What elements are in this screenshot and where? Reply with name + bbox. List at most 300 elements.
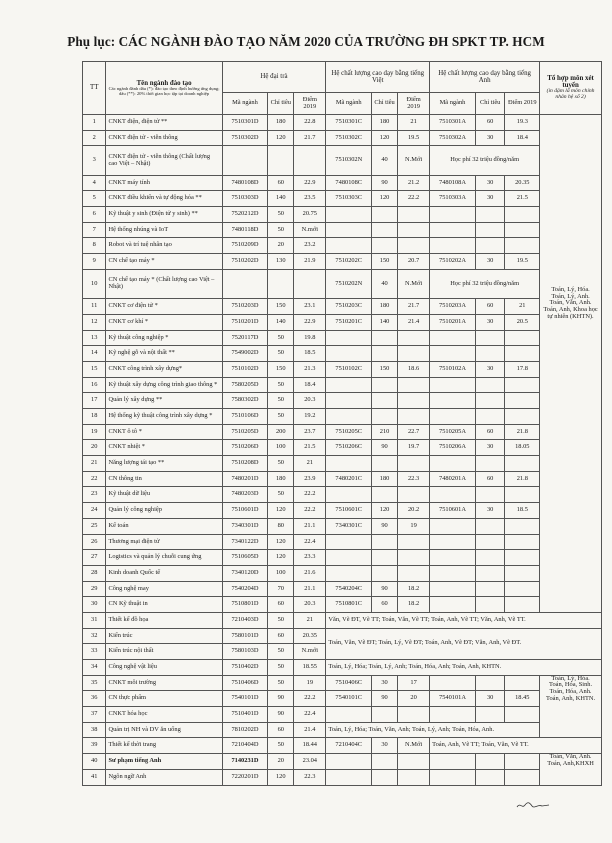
mass-score: 23.2 [294, 238, 326, 254]
mass-code: 7510206D [222, 440, 268, 456]
mass-score: 18.55 [294, 660, 326, 676]
vn-quota: 30 [372, 675, 398, 691]
vn-score [398, 565, 430, 581]
mass-score: 22.8 [294, 115, 326, 131]
row-number: 22 [83, 471, 106, 487]
vn-quota: 90 [372, 691, 398, 707]
program-name: Thương mại điện tử [106, 534, 222, 550]
en-score [505, 534, 540, 550]
program-name: CNKT môi trường [106, 675, 222, 691]
mass-score: 22.2 [294, 691, 326, 707]
table-row [83, 612, 602, 628]
mass-code: 7510406D [222, 675, 268, 691]
program-name: CNKT điều khiển và tự động hóa ** [106, 191, 222, 207]
mass-quota: 50 [268, 409, 294, 425]
row-number: 21 [83, 456, 106, 472]
en-score: 20.5 [505, 314, 540, 330]
en-score [505, 550, 540, 566]
en-score [505, 393, 540, 409]
en-score [505, 769, 540, 785]
mass-quota: 150 [268, 361, 294, 377]
combo-item: Toán, Văn, Anh. [549, 299, 592, 307]
program-name: Kỹ nghệ gỗ và nội thất ** [106, 346, 222, 362]
program-name: Công nghệ may [106, 581, 222, 597]
table-row [83, 471, 602, 487]
vn-score: 21.2 [398, 175, 430, 191]
en-quota [475, 565, 505, 581]
en-score [505, 207, 540, 223]
tuition-note: Học phí 32 triệu đồng/năm [430, 146, 540, 175]
header-tt: TT [83, 62, 106, 115]
program-name: Năng lượng tái tạo ** [106, 456, 222, 472]
vn-code: 7510303C [326, 191, 372, 207]
en-quota: 30 [475, 691, 505, 707]
en-quota [475, 377, 505, 393]
en-quota [475, 222, 505, 238]
en-quota [475, 393, 505, 409]
combo-item: Toán, Anh, Khoa học tự nhiên (KHTN). [543, 306, 598, 320]
mass-code: 7510402D [222, 660, 268, 676]
table-row [83, 707, 602, 723]
program-name: Kiến trúc [106, 628, 222, 644]
mass-code: 7540101D [222, 691, 268, 707]
mass-quota: 60 [268, 628, 294, 644]
combo-item: Toán, Lý, Anh. [551, 292, 590, 300]
en-quota [475, 769, 505, 785]
en-quota: 60 [475, 299, 505, 315]
vn-score: 20.7 [398, 254, 430, 270]
table-row [83, 691, 602, 707]
en-code [430, 754, 476, 770]
mass-quota: 140 [268, 314, 294, 330]
row-number: 39 [83, 738, 106, 754]
mass-score: 21.6 [294, 565, 326, 581]
vn-quota [372, 409, 398, 425]
table-row [83, 565, 602, 581]
vn-score: 19.5 [398, 130, 430, 146]
mass-score: 21 [294, 456, 326, 472]
program-name: CNKT ô tô * [106, 424, 222, 440]
mass-quota: 60 [268, 722, 294, 738]
header-name [106, 62, 222, 115]
program-name: CNKT máy tính [106, 175, 222, 191]
mass-code: 7520117D [222, 330, 268, 346]
en-score: 21.5 [505, 191, 540, 207]
row-number: 26 [83, 534, 106, 550]
en-quota [475, 707, 505, 723]
en-code [430, 769, 476, 785]
row-number: 36 [83, 691, 106, 707]
en-quota [475, 518, 505, 534]
vn-quota: 140 [372, 314, 398, 330]
mass-score: 20.3 [294, 393, 326, 409]
mass-quota: 180 [268, 115, 294, 131]
table-row [83, 314, 602, 330]
mass-code: 7510801D [222, 597, 268, 613]
row-number: 13 [83, 330, 106, 346]
vn-quota [372, 207, 398, 223]
en-quota [475, 487, 505, 503]
vn-code [326, 377, 372, 393]
mass-score: N.mới [294, 222, 326, 238]
vn-code [326, 565, 372, 581]
en-score [505, 409, 540, 425]
vn-code: 7510801C [326, 597, 372, 613]
table-row [83, 738, 602, 754]
vn-quota [372, 238, 398, 254]
en-score: 21 [505, 299, 540, 315]
header-combo-title: Tổ hợp môn xét tuyển [547, 74, 594, 90]
mass-quota: 120 [268, 130, 294, 146]
table-row [83, 409, 602, 425]
mass-code: 7510303D [222, 191, 268, 207]
table-row [83, 534, 602, 550]
program-name: Hệ thống kỹ thuật công trình xây dựng * [106, 409, 222, 425]
vn-code: 7480201C [326, 471, 372, 487]
en-score [505, 581, 540, 597]
combo-item: Toán, Lý, Hóa. [551, 286, 590, 293]
en-code: 7510301A [430, 115, 476, 131]
en-code: 7510202A [430, 254, 476, 270]
vn-quota: 90 [372, 440, 398, 456]
mass-code: 7510605D [222, 550, 268, 566]
en-score: 21.8 [505, 424, 540, 440]
row-number: 23 [83, 487, 106, 503]
en-code [430, 393, 476, 409]
mass-score: 21.4 [294, 722, 326, 738]
table-row [83, 191, 602, 207]
mass-quota: 50 [268, 660, 294, 676]
program-name: Thiết kế đồ họa [106, 612, 222, 628]
mass-score: 19 [294, 675, 326, 691]
header-name-note: Các ngành đánh dấu (*): đào tạo theo định hướng ứng dụng; dấu (**): 20% thời gian học tập tại doanh nghiệp [108, 86, 220, 96]
mass-code: 7210404D [222, 738, 268, 754]
mass-score: 23.5 [294, 191, 326, 207]
row-number: 9 [83, 254, 106, 270]
vn-code [326, 534, 372, 550]
combo-span-text: Toán, Văn, Vẽ ĐT; Toán, Lý, Vẽ ĐT; Toán, Anh, Vẽ ĐT; Văn, Anh, Vẽ ĐT. [326, 628, 602, 659]
en-quota [475, 534, 505, 550]
vn-quota: 40 [372, 146, 398, 175]
program-name: CN thông tin [106, 471, 222, 487]
en-code [430, 534, 476, 550]
mass-quota: 50 [268, 377, 294, 393]
table-row [83, 628, 602, 644]
en-score [505, 707, 540, 723]
header-vn-quota: Chỉ tiêu [372, 93, 398, 115]
en-code [430, 707, 476, 723]
mass-score: 18.5 [294, 346, 326, 362]
table-row [83, 238, 602, 254]
table-row [83, 254, 602, 270]
vn-quota: 180 [372, 299, 398, 315]
mass-quota: 50 [268, 207, 294, 223]
en-quota: 30 [475, 361, 505, 377]
vn-score [398, 207, 430, 223]
vn-quota [372, 769, 398, 785]
mass-score: 21.5 [294, 440, 326, 456]
en-quota: 30 [475, 175, 505, 191]
header-vn-score: Điểm 2019 [398, 93, 430, 115]
table-row [83, 377, 602, 393]
mass-quota: 50 [268, 644, 294, 660]
row-number: 8 [83, 238, 106, 254]
mass-quota: 60 [268, 175, 294, 191]
vn-code: 7510406C [326, 675, 372, 691]
combo-span-text: Toán, Lý, Hóa; Toán, Lý, Anh; Toán, Hóa, Anh; Toán, Anh, KHTN. [326, 660, 602, 676]
en-code: 7510203A [430, 299, 476, 315]
row-number: 2 [83, 130, 106, 146]
vn-score [398, 409, 430, 425]
en-quota [475, 207, 505, 223]
mass-score [294, 146, 326, 175]
vn-score: 22.2 [398, 191, 430, 207]
vn-score: N.Mới [398, 146, 430, 175]
program-name: Kỹ thuật công nghiệp * [106, 330, 222, 346]
program-name: CNKT hóa học [106, 707, 222, 723]
en-code [430, 456, 476, 472]
header-name-title: Tên ngành đào tạo [136, 79, 192, 87]
vn-quota [372, 377, 398, 393]
vn-quota [372, 487, 398, 503]
mass-code: 7340301D [222, 518, 268, 534]
mass-code: 7580205D [222, 377, 268, 393]
en-score [505, 487, 540, 503]
vn-score [398, 550, 430, 566]
vn-code [326, 207, 372, 223]
mass-score: 22.9 [294, 314, 326, 330]
row-number: 5 [83, 191, 106, 207]
mass-code: 7510202D [222, 254, 268, 270]
vn-code: 7510202N [326, 269, 372, 298]
row-number: 4 [83, 175, 106, 191]
mass-code: 7480118D [222, 222, 268, 238]
en-score: 21.8 [505, 471, 540, 487]
en-code [430, 238, 476, 254]
mass-code: 7340120D [222, 565, 268, 581]
en-quota [475, 581, 505, 597]
mass-score: 19.2 [294, 409, 326, 425]
mass-code: 7549002D [222, 346, 268, 362]
mass-quota: 120 [268, 550, 294, 566]
mass-code: 7580302D [222, 393, 268, 409]
combo-span-text: Toán, Anh, Vẽ TT; Toán, Văn, Vẽ TT. [430, 738, 602, 754]
mass-quota: 100 [268, 565, 294, 581]
en-code [430, 565, 476, 581]
mass-code: 7480108D [222, 175, 268, 191]
mass-quota: 90 [268, 691, 294, 707]
en-score [505, 330, 540, 346]
en-code: 7480108A [430, 175, 476, 191]
mass-quota: 150 [268, 299, 294, 315]
en-code: 7510102A [430, 361, 476, 377]
vn-quota [372, 222, 398, 238]
combo-item: Toán, Văn, Anh. [549, 753, 592, 761]
en-code [430, 550, 476, 566]
vn-quota: 180 [372, 115, 398, 131]
en-quota [475, 550, 505, 566]
program-name: CNKT điện tử - viễn thông (Chất lượng cao Việt – Nhật) [106, 146, 222, 175]
vn-score [398, 393, 430, 409]
mass-quota: 200 [268, 424, 294, 440]
table-row [83, 503, 602, 519]
row-number: 32 [83, 628, 106, 644]
row-number: 16 [83, 377, 106, 393]
mass-score: 22.4 [294, 707, 326, 723]
row-number: 33 [83, 644, 106, 660]
program-name: Kỹ thuật dữ liệu [106, 487, 222, 503]
program-name: CNKT nhiệt * [106, 440, 222, 456]
vn-score [398, 534, 430, 550]
en-score [505, 238, 540, 254]
mass-score: 21.1 [294, 518, 326, 534]
table-row [83, 440, 602, 456]
en-code [430, 518, 476, 534]
en-score: 17.8 [505, 361, 540, 377]
en-quota [475, 675, 505, 691]
mass-score: 22.2 [294, 487, 326, 503]
program-name: CN chế tạo máy * [106, 254, 222, 270]
en-score: 20.35 [505, 175, 540, 191]
en-quota: 30 [475, 130, 505, 146]
mass-code: 7580103D [222, 644, 268, 660]
mass-code: 7540204D [222, 581, 268, 597]
row-number: 15 [83, 361, 106, 377]
en-score: 19.5 [505, 254, 540, 270]
en-quota: 30 [475, 440, 505, 456]
vn-code: 7510206C [326, 440, 372, 456]
en-quota: 30 [475, 503, 505, 519]
mass-code: 7520212D [222, 207, 268, 223]
vn-code [326, 754, 372, 770]
header-mass-score: Điểm 2019 [294, 93, 326, 115]
mass-score: N.mới [294, 644, 326, 660]
mass-quota: 50 [268, 346, 294, 362]
mass-quota [268, 146, 294, 175]
mass-score: 21.3 [294, 361, 326, 377]
table-row [83, 581, 602, 597]
mass-quota: 140 [268, 191, 294, 207]
mass-code: 7480201D [222, 471, 268, 487]
mass-quota: 60 [268, 597, 294, 613]
mass-quota [268, 269, 294, 298]
en-code [430, 581, 476, 597]
en-quota [475, 456, 505, 472]
program-name: Kỹ thuật y sinh (Điện tử y sinh) ** [106, 207, 222, 223]
vn-quota: 150 [372, 254, 398, 270]
vn-code [326, 487, 372, 503]
vn-code [326, 330, 372, 346]
combo-item: Toán, Lý, Hóa. [551, 675, 590, 682]
table-row [83, 597, 602, 613]
mass-score: 21 [294, 612, 326, 628]
en-code: 7510303A [430, 191, 476, 207]
vn-score [398, 754, 430, 770]
en-code [430, 675, 476, 691]
page-title: Phụ lục: CÁC NGÀNH ĐÀO TẠO NĂM 2020 CỦA TRƯỜNG ĐH SPKT TP. HCM [67, 34, 545, 49]
table-body [83, 115, 602, 786]
row-number: 1 [83, 115, 106, 131]
header-en-score: Điểm 2019 [505, 93, 540, 115]
vn-score [398, 456, 430, 472]
en-quota: 30 [475, 254, 505, 270]
mass-code: 7510302D [222, 130, 268, 146]
en-quota: 60 [475, 424, 505, 440]
combo-block [540, 754, 602, 786]
program-name: CNKT công trình xây dựng* [106, 361, 222, 377]
header-mass-quota: Chỉ tiêu [268, 93, 294, 115]
vn-quota: 90 [372, 581, 398, 597]
en-quota [475, 330, 505, 346]
en-score [505, 222, 540, 238]
mass-quota: 100 [268, 440, 294, 456]
table-row [83, 754, 602, 770]
combo-block [540, 115, 602, 613]
mass-code: 7510601D [222, 503, 268, 519]
mass-code: 7510201D [222, 314, 268, 330]
combo-item: Toán, Anh, KHTN. [546, 694, 596, 702]
row-number: 27 [83, 550, 106, 566]
program-name: CNKT điện, điện tử ** [106, 115, 222, 131]
vn-score: 22.3 [398, 471, 430, 487]
mass-score: 22.2 [294, 503, 326, 519]
vn-score: 19.7 [398, 440, 430, 456]
table-row [83, 722, 602, 738]
table-row [83, 424, 602, 440]
row-number: 10 [83, 269, 106, 298]
vn-score: 19 [398, 518, 430, 534]
mass-score: 23.9 [294, 471, 326, 487]
vn-code: 7510601C [326, 503, 372, 519]
vn-quota: 40 [372, 269, 398, 298]
program-name: CNKT cơ điện tử * [106, 299, 222, 315]
mass-score: 22.3 [294, 769, 326, 785]
mass-score: 23.1 [294, 299, 326, 315]
header-combo [540, 62, 602, 115]
mass-score: 18.4 [294, 377, 326, 393]
en-code [430, 207, 476, 223]
vn-score: 18.6 [398, 361, 430, 377]
mass-code: 7510301D [222, 115, 268, 131]
mass-quota: 20 [268, 754, 294, 770]
table-row [83, 115, 602, 131]
vn-code: 7510102C [326, 361, 372, 377]
en-score [505, 346, 540, 362]
mass-score: 21.1 [294, 581, 326, 597]
en-score: 18.4 [505, 130, 540, 146]
table-row [83, 361, 602, 377]
en-code [430, 222, 476, 238]
row-number: 24 [83, 503, 106, 519]
en-score: 18.05 [505, 440, 540, 456]
vn-code [326, 769, 372, 785]
en-score [505, 565, 540, 581]
mass-score: 23.3 [294, 550, 326, 566]
vn-code [326, 409, 372, 425]
tuition-note: Học phí 32 triệu đồng/năm [430, 269, 540, 298]
vn-quota: 120 [372, 191, 398, 207]
vn-quota: 150 [372, 361, 398, 377]
mass-code [222, 146, 268, 175]
program-name: Kinh doanh Quốc tế [106, 565, 222, 581]
en-code: 7480201A [430, 471, 476, 487]
en-score [505, 518, 540, 534]
mass-code: 7510205D [222, 424, 268, 440]
en-code: 7510201A [430, 314, 476, 330]
row-number: 11 [83, 299, 106, 315]
en-code: 7510601A [430, 503, 476, 519]
table-row [83, 393, 602, 409]
